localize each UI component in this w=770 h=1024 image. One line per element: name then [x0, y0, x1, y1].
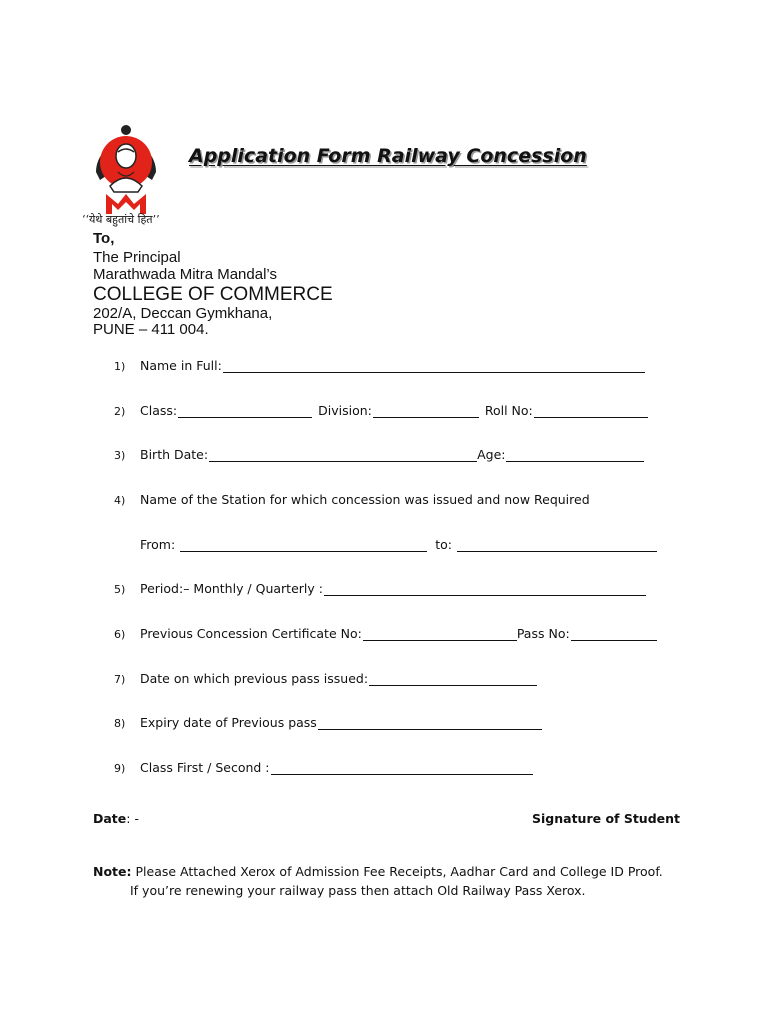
to-label: to: — [435, 537, 452, 552]
class-label: Class: — [140, 403, 178, 418]
birth-date-label: Birth Date: — [140, 447, 209, 462]
name-label: Name in Full: — [140, 358, 222, 373]
row-number: 7) — [114, 673, 126, 686]
age-field-line[interactable] — [506, 447, 644, 462]
signature-label: Signature of Student — [532, 811, 680, 826]
form-row-name — [114, 355, 645, 373]
form-row-class-type — [114, 757, 533, 775]
roll-no-label: Roll No: — [484, 403, 533, 418]
note-text-2: If you’re renewing your railway pass then attach Old Railway Pass Xerox. — [130, 883, 586, 898]
form-row-expiry-date — [114, 712, 542, 730]
form-row-previous-issue-date — [114, 668, 537, 686]
class-field-line[interactable] — [178, 403, 312, 418]
note-line-1 — [93, 864, 663, 879]
station-label: Name of the Station for which concession was issued and now Required — [140, 492, 590, 507]
expiry-date-label: Expiry date of Previous pass — [140, 715, 317, 730]
college-emblem-logo — [88, 122, 164, 214]
form-row-birth — [114, 444, 644, 462]
pass-no-label: Pass No: — [516, 626, 570, 641]
form-row-station — [114, 489, 590, 507]
row-number: 8) — [114, 717, 126, 730]
date-suffix: : - — [126, 811, 139, 826]
row-number: 6) — [114, 628, 126, 641]
addressee-principal: The Principal — [93, 249, 181, 266]
note-label: Note: — [93, 864, 132, 879]
row-number: 4) — [114, 494, 126, 507]
roll-no-field-line[interactable] — [534, 403, 648, 418]
addressee-to: To, — [93, 230, 115, 247]
from-field-line[interactable] — [180, 537, 427, 552]
previous-certificate-field-line[interactable] — [363, 626, 517, 641]
row-number: 1) — [114, 360, 126, 373]
birth-date-field-line[interactable] — [209, 447, 477, 462]
previous-issue-date-field-line[interactable] — [369, 671, 537, 686]
form-row-period — [114, 578, 646, 596]
previous-issue-date-label: Date on which previous pass issued: — [140, 671, 369, 686]
to-field-line[interactable] — [457, 537, 657, 552]
period-field-line[interactable] — [324, 581, 646, 596]
form-row-from-to — [140, 534, 657, 552]
from-label: From: — [140, 537, 176, 552]
row-number: 2) — [114, 405, 126, 418]
period-label: Period:– Monthly / Quarterly : — [140, 581, 323, 596]
addressee-city: PUNE – 411 004. — [93, 321, 209, 338]
name-field-line[interactable] — [223, 358, 645, 373]
form-row-previous-certificate — [114, 623, 657, 641]
division-label: Division: — [318, 403, 372, 418]
addressee-mandal: Marathwada Mitra Mandal’s — [93, 266, 277, 283]
form-title: Application Form Railway Concession — [189, 145, 587, 167]
date-line — [93, 811, 139, 826]
expiry-date-field-line[interactable] — [318, 715, 542, 730]
class-type-label: Class First / Second : — [140, 760, 270, 775]
form-row-class — [114, 400, 648, 418]
note-text-1: Please Attached Xerox of Admission Fee Receipts, Aadhar Card and College ID Proof. — [135, 864, 663, 879]
row-number: 9) — [114, 762, 126, 775]
date-label: Date — [93, 811, 127, 826]
row-number: 5) — [114, 583, 126, 596]
division-field-line[interactable] — [373, 403, 479, 418]
class-type-field-line[interactable] — [271, 760, 533, 775]
row-number: 3) — [114, 449, 126, 462]
addressee-college: COLLEGE OF COMMERCE — [93, 284, 333, 305]
age-label: Age: — [477, 447, 506, 462]
college-motto: ‘‘येथे बहुतांचे हित’’ — [82, 213, 160, 226]
addressee-street: 202/A, Deccan Gymkhana, — [93, 305, 273, 322]
pass-no-field-line[interactable] — [571, 626, 657, 641]
previous-certificate-label: Previous Concession Certificate No: — [140, 626, 362, 641]
